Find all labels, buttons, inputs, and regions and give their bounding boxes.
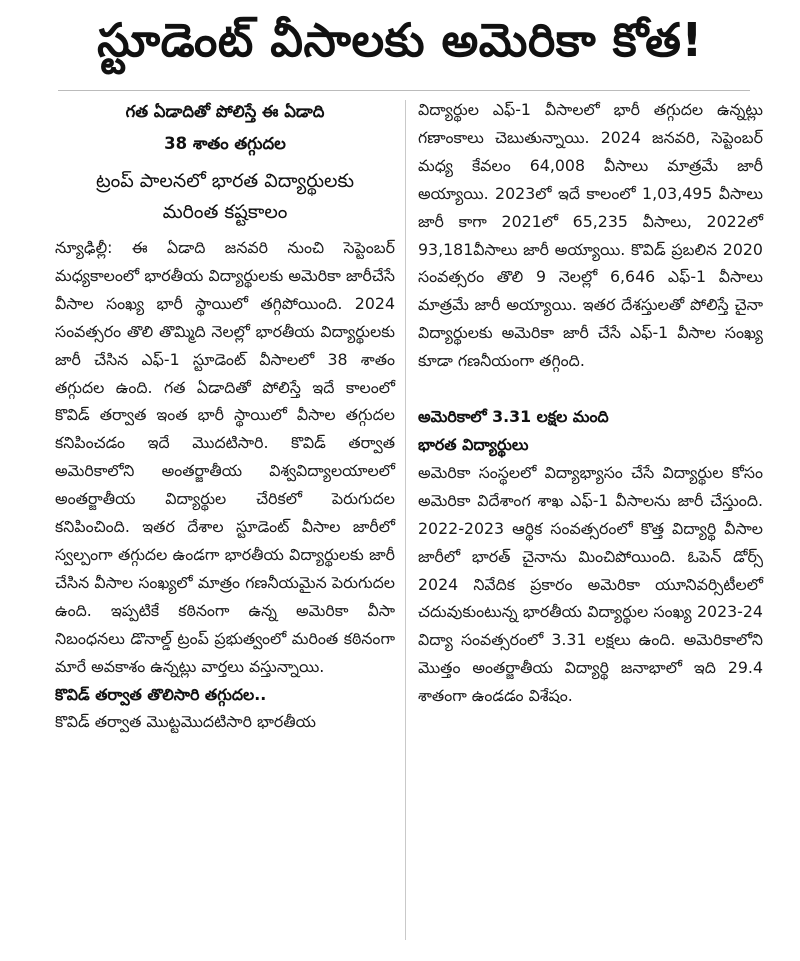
- section-subhead-students-line2: భారత విద్యార్థులు: [418, 434, 529, 454]
- deck-line-1: గత ఏడాదితో పోలిస్తే ఈ ఏడాది: [125, 102, 325, 121]
- section-subhead-students-line1: అమెరికాలో 3.31 లక్షల మంది: [418, 407, 609, 427]
- headline-rule: [58, 90, 750, 91]
- article-paragraph-4: అమెరికా సంస్థలలో విద్యాభ్యాసం చేసే విద్యార్థుల కోసం అమెరికా విదేశాంగ శాఖ ఎఫ్-1 వీసాలను జారీ చేస్తుంది. 2022-2023 ఆర్థిక సంవత్సరంలో కొత్త విద్యార్థి వీసాల జారీలో భారత్ చైనాను మించిపోయింది. ఓపెన్ డోర్స్ 2024 నివేదిక ప్రకారం అమెరికా యూనివర్సిటీలలో చదువుకుంటున్న భారతీయ విద్యార్థుల సంఖ్య 2023-24 విద్యా సంవత్సరంలో 3.31 లక్షలు ఉంది. అమెరికాలోని మొత్తం అంతర్జాతీయ విద్యార్థి జనాభాలో ఇది 29.4 శాతంగా ఉండడం విశేషం.: [418, 462, 763, 706]
- column-divider: [405, 100, 406, 940]
- deck-line-2: 38 శాతం తగ్గుదల: [164, 134, 286, 153]
- section-subhead-covid: కొవిడ్ తర్వాత తొలిసారి తగ్గుదల..: [55, 684, 267, 704]
- article-paragraph-2: కొవిడ్ తర్వాత మొట్టమొదటిసారి భారతీయ: [55, 712, 316, 732]
- left-column: [55, 96, 395, 736]
- deck-line-3: ట్రంప్ పాలనలో భారత విద్యార్థులకు: [95, 170, 355, 192]
- deck-line-4: మరింత కష్టకాలం: [162, 201, 288, 223]
- right-column: [418, 96, 763, 710]
- article-paragraph-1: న్యూఢిల్లీ: ఈ ఏడాది జనవరి నుంచి సెప్టెంబర్ మధ్యకాలంలో భారతీయ విద్యార్థులకు అమెరికా జారీచేసే వీసాల సంఖ్య భారీ స్థాయిలో తగ్గిపోయింది. 2024 సంవత్సరం తొలి తొమ్మిది నెలల్లో భారతీయ విద్యార్థులకు జారీ చేసిన ఎఫ్-1 స్టూడెంట్ వీసాలలో 38 శాతం తగ్గుదల ఉంది. గత ఏడాదితో పోలిస్తే ఇదే కాలంలో కొవిడ్ తర్వాత ఇంత భారీ స్థాయిలో వీసాల తగ్గుదల కనిపించడం ఇదే మొదటిసారి. కొవిడ్ తర్వాత అమెరికాలోని అంతర్జాతీయ విశ్వవిద్యాలయాలలో అంతర్జాతీయ విద్యార్థుల చేరికలో పెరుగుదల కనిపించింది. ఇతర దేశాల స్టూడెంట్ వీసాల జారీలో స్వల్పంగా తగ్గుదల ఉండగా భారతీయ విద్యార్థులకు జారీ చేసిన వీసాల సంఖ్యలో మాత్రం గణనీయమైన పెరుగుదల ఉంది. ఇప్పటికే కఠినంగా ఉన్న అమెరికా వీసా నిబంధనలు డొనాల్డ్ ట్రంప్ ప్రభుత్వంలో మరింత కఠినంగా మారే అవకాశం ఉన్నట్లు వార్తలు వస్తున్నాయి.: [55, 238, 395, 676]
- headline: స్టూడెంట్ వీసాలకు అమెరికా కోత!: [97, 13, 703, 67]
- article-paragraph-3: విద్యార్థుల ఎఫ్-1 వీసాలలో భారీ తగ్గుదల ఉన్నట్లు గణాంకాలు చెబుతున్నాయి. 2024 జనవరి, సెప్టెంబర్ మధ్య కేవలం 64,008 వీసాలు మాత్రమే జారీ అయ్యాయి. 2023లో ఇదే కాలంలో 1,03,495 వీసాలు జారీ కాగా 2021లో 65,235 వీసాలు, 2022లో 93,181వీసాలు జారీ అయ్యాయి. కొవిడ్ ప్రబలిన 2020 సంవత్సరం తొలి 9 నెలల్లో 6,646 ఎఫ్-1 వీసాలు మాత్రమే జారీ అయ్యాయి. ఇతర దేశస్తులతో పోలిస్తే చైనా విద్యార్థులకు అమెరికా జారీ చేసే ఎఫ్-1 వీసాల సంఖ్య కూడా గణనీయంగా తగ్గింది.: [418, 100, 763, 371]
